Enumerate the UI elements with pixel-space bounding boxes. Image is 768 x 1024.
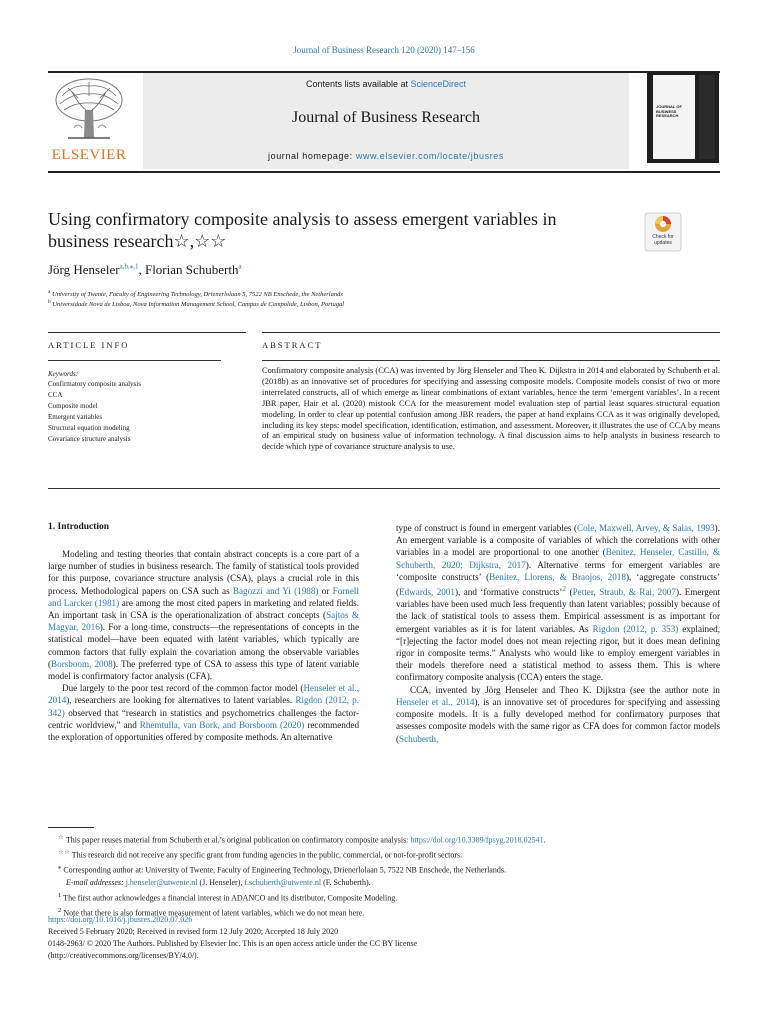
citation-link[interactable]: Schuberth, — [399, 733, 439, 744]
check-for-updates-icon — [644, 212, 682, 252]
email-line: E-mail addresses: j.henseler@utwente.nl (J. Henseler), f.schuberth@utwente.nl (F. Schuberth). — [66, 878, 371, 888]
abstract-rule — [262, 360, 720, 361]
license-url[interactable]: (http://creativecommons.org/licenses/BY/4.0/). — [48, 951, 199, 960]
citation-link[interactable]: Rhemtulla, van Bork, and Borsboom (2020) — [139, 719, 305, 730]
body-right-column — [396, 522, 720, 745]
doi-link[interactable]: https://doi.org/10.3389/fpsyg.2018.02541 — [410, 835, 544, 845]
paragraph: Due largely to the poor test record of the common factor model (Henseler et al., 2014), researchers are looking for alternatives to latent variables. Rigdon (2012, p. 342) observed that “research in statistics and psychometrics challenges the factor-centric worldview,” and Rhemtulla, van Bork, and Borsboom (2020) recommended the exploration of opportunities offered by composite methods. An alternative — [48, 683, 360, 743]
footnote: ☆ This paper reuses material from Schuberth et al.’s original publication on confirmatory composite analysis: https://doi.org/10.3389/fpsyg.2018.02541. — [58, 834, 546, 845]
affiliation-b-text: Universidade Nova de Lisboa, Nova Information Management School, Campus de Campolide, Lisbon, Portugal — [52, 301, 345, 309]
affiliation-a — [48, 289, 343, 298]
elsevier-wordmark: ELSEVIER — [51, 147, 127, 163]
body-left-column — [48, 548, 359, 743]
keyword-item: Composite model — [48, 402, 98, 410]
article-meta — [48, 914, 720, 962]
homepage-link[interactable]: www.elsevier.com/locate/jbusres — [355, 151, 504, 161]
citation-link[interactable]: Henseler et al., 2014 — [48, 683, 360, 706]
author-separator: , — [138, 262, 145, 277]
author-henseler[interactable]: Jörg Henseler — [48, 262, 120, 277]
footnote: $^1$ The first author acknowledges a financial interest in ADANCO and its distributor, Composite Modeling. — [58, 891, 398, 903]
citation-link[interactable]: Borsboom, 2008 — [51, 658, 113, 669]
paragraph: CCA, invented by Jörg Henseler and Theo K. Dijkstra (see the author note in Henseler et al., 2014), is an innovative set of procedures for specifying and assessing composite models. It is a fully developed method for confirmatory purposes that assesses composite models with the same rigor as CFA does for common factor models (Schuberth, — [396, 684, 720, 744]
journal-cover-thumbnail-icon[interactable] — [647, 71, 719, 163]
paper-title: Using confirmatory composite analysis to assess emergent variables in business research☆,☆☆ — [48, 209, 557, 251]
citation-link[interactable]: Bagozzi and Yi (1988) — [232, 585, 319, 596]
homepage-line — [143, 151, 629, 161]
keyword-item: CCA — [48, 391, 63, 399]
article-info-top-rule — [48, 332, 246, 333]
citation-link[interactable]: Rigdon (2012, p. 342) — [48, 695, 359, 718]
homepage-prefix: journal homepage: — [267, 151, 356, 161]
affiliation-a-mark: a — [48, 289, 51, 295]
keywords-label: Keywords: — [48, 370, 79, 378]
keyword-item: Confirmatory composite analysis — [48, 380, 141, 388]
article-info-heading: ARTICLE INFO — [48, 340, 130, 350]
author-schuberth-marks[interactable]: a — [238, 262, 242, 271]
contents-prefix: Contents lists available at — [305, 79, 411, 89]
abstract-heading: ABSTRACT — [262, 340, 323, 350]
email-link[interactable]: f.schuberth@utwente.nl — [244, 878, 322, 888]
footnotes — [48, 832, 720, 920]
journal-reference[interactable]: Journal of Business Research 120 (2020) 147–156 — [293, 45, 475, 55]
keyword-item: Covariance structure analysis — [48, 435, 131, 443]
keyword-item: Structural equation modeling — [48, 424, 130, 432]
masthead-box — [143, 73, 629, 169]
citation-link[interactable]: Edwards, 2001 — [399, 587, 455, 598]
author-schuberth[interactable]: Florian Schuberth — [144, 262, 239, 277]
article-info-rule — [48, 360, 221, 361]
footnote: ☆☆ This research did not receive any specific grant from funding agencies in the public, commercial, or not-for-profit sectors. — [58, 849, 463, 860]
paragraph: type of construct is found in emergent variables (Cole, Maxwell, Arvey, & Salas, 1993). An emergent variable is a composite of variables of which the correlations with other variables in a model are proportional to one another (Benitez, Henseler, Castillo, & Schuberth, 2020; Dijkstra, 2017). Alternative terms for emergent variables are ‘composite constructs’ (Benitez, Llorens, & Braojos, 2018), ‘aggregate constructs’ (Edwards, 2001), and ‘formative constructs’$^2$ (Petter, Straub, & Rai, 2007). Emergent variables have been used much less frequently than latent variables; possibly because of the lack of statistical tools to assess them. Empirical assessment is as important for emergent variables as it is for latent variables. As Rigdon (2012, p. 353) explained, “[r]ejecting the factor model does not mean rejecting rigor, but it does mean defining rigor in composite terms.” Analysts who would like to employ emergent variables in their models therefore need a statistical method to assess them. This is where confirmatory composite analysis (CCA) enters the stage. — [396, 523, 721, 683]
check-for-updates-label: Check for updates — [652, 234, 674, 246]
citation-link[interactable]: Petter, Straub, & Rai, 2007 — [572, 587, 676, 598]
paragraph: Modeling and testing theories that contain abstract concepts is a core part of a large number of studies in business research. The family of statistical tools provided for this purpose, covariance structure analysis (CSA), plays a crucial role in this process. Methodological papers on CSA such as Bagozzi and Yi (1988) or Fornell and Larcker (1981) are among the most cited papers in marketing and related fields. An important task in CSA is the operationalization of abstract concepts (Sajtos & Magyar, 2016). For a long time, constructs—the representations of concepts in the statistical model—have been equated with latent variables, which typically are common factors that fully explain the covariation among the observable variables (Borsboom, 2008). The preferred type of CSA to assess this type of latent variable model is confirmatory factor analysis (CFA). — [48, 549, 359, 682]
citation-link[interactable]: Benitez, Henseler, Castillo, & Schuberth, 2020; Dijkstra, 2017 — [396, 547, 721, 570]
footnote-ref[interactable]: 2 — [562, 584, 567, 594]
author-henseler-marks[interactable]: a,b,⁎,1 — [119, 262, 139, 271]
abstract-bottom-rule — [48, 488, 720, 489]
copyright-line: 0148-2963/ © 2020 The Authors. Published by Elsevier Inc. This is an open access article under the CC BY license — [48, 939, 418, 948]
cover-title: JOURNAL OF BUSINESS RESEARCH — [656, 104, 682, 118]
contents-line — [143, 79, 629, 89]
masthead-bottom-rule — [48, 171, 720, 173]
footnote-rule — [48, 827, 94, 828]
elsevier-logo — [48, 76, 130, 164]
affiliation-b — [48, 299, 344, 308]
keyword-item: Emergent variables — [48, 413, 103, 421]
elsevier-tree-logo-icon — [48, 76, 130, 148]
affiliation-a-text: University of Twente, Faculty of Engineering Technology, Drienerlolaan 5, 7522 NB Enschede, the Netherlands — [52, 291, 343, 299]
author-line — [48, 262, 242, 278]
article-doi-link[interactable]: https://doi.org/10.1016/j.jbusres.2020.07.026 — [48, 915, 193, 924]
check-for-updates-badge[interactable] — [644, 212, 682, 252]
citation-link[interactable]: Fornell and Larcker (1981) — [48, 585, 359, 608]
affiliation-b-mark: b — [48, 299, 51, 305]
section-heading-introduction: 1. Introduction — [48, 522, 110, 532]
citation-link[interactable]: Rigdon (2012, p. 353) — [592, 623, 679, 634]
footnote: ⁎ Corresponding author at: University of Twente, Faculty of Engineering Technology, Drienerlolaan 5, 7522 NB Enschede, the Netherlands. — [58, 864, 506, 875]
abstract-text: Confirmatory composite analysis (CCA) was invented by Jörg Henseler and Theo K. Dijkstra in 2014 and elaborated by Schuberth et al. (2018b) as an innovative set of procedures for specifying and assessing composite models. Composite models consist of two or more interrelated constructs, all of which emerge as linear combinations of extant variables, hence the term ‘emergent variables’. In a recent JBR paper, Hair et al. (2020) mistook CCA for the measurement model evaluation step of partial least squares structural equation modeling. In order to clear up potential confusion among JBR readers, the paper at hand explains CCA as it was originally developed, including its key steps: model specification, identification, estimation, and assessment. Moreover, it illustrates the use of CCA by means of an empirical study on business value of information technology. A final discussion aims to help analysts in business research to decide which type of covariance structure analysis to use. — [262, 366, 720, 452]
cover-page — [653, 75, 695, 159]
cover-spine — [699, 75, 715, 159]
sciencedirect-link[interactable]: ScienceDirect — [410, 79, 467, 89]
journal-title: Journal of Business Research — [292, 109, 480, 126]
received-dates: Received 5 February 2020; Received in revised form 12 July 2020; Accepted 18 July 2020 — [48, 927, 339, 936]
citation-link[interactable]: Benitez, Llorens, & Braojos, 2018 — [489, 571, 626, 582]
footnote: $^2$ Note that there is also formative measurement of latent variables, which we do not mean here. — [58, 907, 365, 918]
abstract-top-rule — [262, 332, 720, 333]
citation-link[interactable]: Sajtos & Magyar, 2016 — [48, 610, 359, 633]
citation-link[interactable]: Cole, Maxwell, Arvey, & Salas, 1993 — [577, 523, 715, 533]
citation-link[interactable]: Henseler et al., 2014 — [396, 696, 475, 707]
email-link[interactable]: j.henseler@utwente.nl — [125, 878, 198, 888]
